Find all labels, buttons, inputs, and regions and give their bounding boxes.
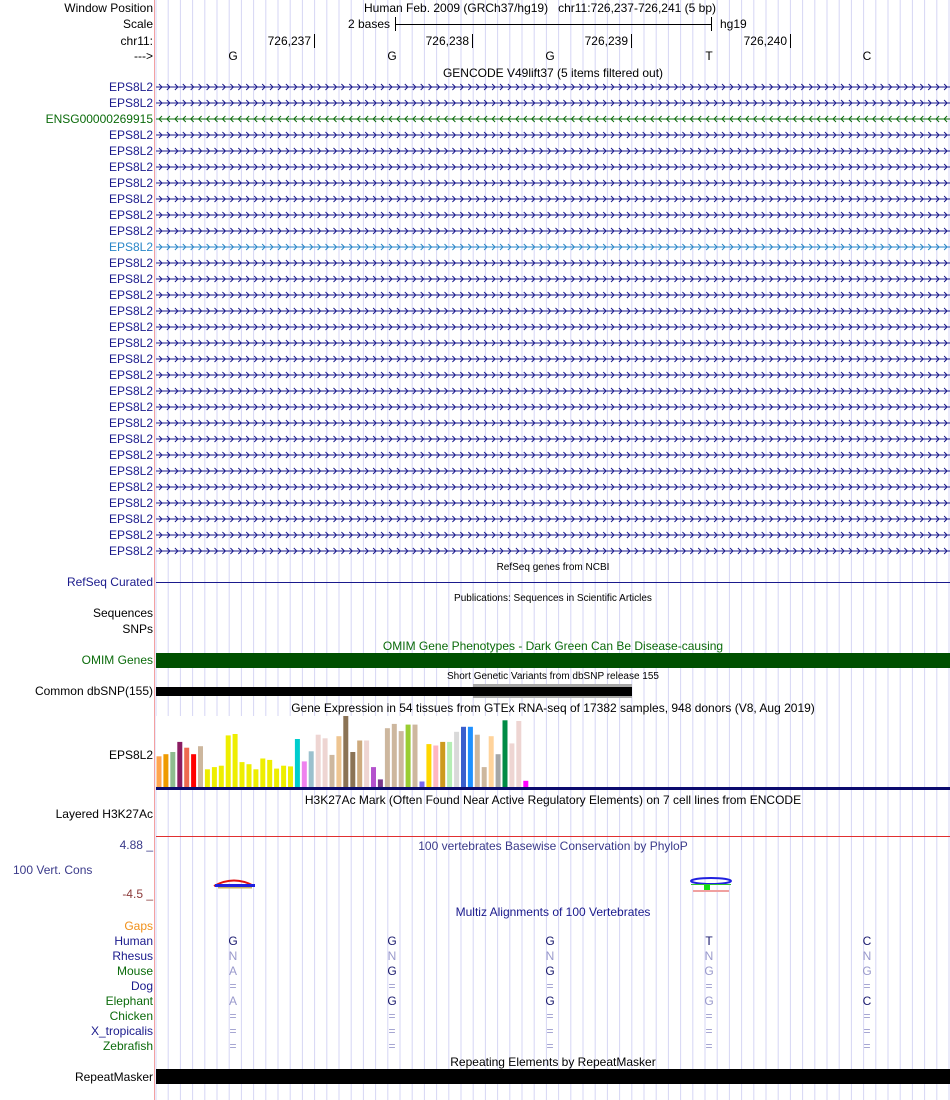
strand-arrow — [156, 436, 950, 442]
aligned-base: G — [704, 964, 714, 978]
aligned-base: = — [229, 1009, 237, 1023]
gene-track-row[interactable] — [156, 531, 950, 539]
gtex-tissue-bar[interactable] — [489, 736, 494, 788]
strand-arrow — [156, 484, 950, 490]
gtex-tissue-bar[interactable] — [385, 728, 390, 788]
aligned-base: = — [863, 1009, 871, 1023]
aligned-base: = — [863, 1024, 871, 1038]
gtex-tissue-bar[interactable] — [323, 738, 328, 788]
gtex-tissue-bar[interactable] — [357, 741, 362, 789]
gene-label[interactable]: EPS8L2 — [108, 80, 153, 94]
strand-arrow — [156, 260, 950, 266]
aligned-base: = — [388, 979, 396, 993]
aligned-base: = — [546, 1039, 554, 1053]
strand-arrow — [156, 308, 950, 314]
gene-label[interactable]: EPS8L2 — [108, 512, 153, 526]
gene-track-row[interactable] — [156, 371, 950, 379]
gtex-tissue-bar[interactable] — [475, 735, 480, 788]
phylop-max: 4.88 _ — [119, 838, 153, 852]
aligned-base: G — [545, 934, 555, 948]
scale-label: Scale — [122, 17, 153, 31]
gtex-tissue-bar[interactable] — [406, 725, 411, 788]
publications-label-sequences[interactable]: Sequences — [92, 606, 153, 620]
gene-label[interactable]: EPS8L2 — [108, 432, 153, 446]
gene-track-row[interactable] — [156, 99, 950, 107]
omim-title: OMIM Gene Phenotypes - Dark Green Can Be Disease-causing — [382, 639, 724, 653]
gtex-tissue-bar[interactable] — [253, 769, 258, 788]
gene-track-row[interactable] — [156, 435, 950, 443]
aligned-base: N — [704, 949, 714, 963]
position-tick — [314, 34, 315, 48]
strand-arrow — [156, 452, 950, 458]
gtex-tissue-bar[interactable] — [440, 742, 445, 788]
gtex-tissue-bar[interactable] — [468, 727, 473, 788]
multiz-title: Multiz Alignments of 100 Vertebrates — [455, 905, 651, 919]
strand-arrow — [156, 372, 950, 378]
reference-base: T — [705, 49, 713, 63]
gtex-tissue-bar[interactable] — [233, 734, 238, 788]
aligned-base: = — [863, 1039, 871, 1053]
label-divider — [154, 0, 155, 1100]
strand-arrow — [156, 100, 950, 106]
gene-label[interactable]: EPS8L2 — [108, 496, 153, 510]
gene-track-row[interactable] — [156, 515, 950, 523]
position-tick — [631, 34, 632, 48]
dbsnp-variant-bar[interactable] — [156, 687, 632, 696]
strand-arrow — [156, 404, 950, 410]
gene-label[interactable]: EPS8L2 — [108, 448, 153, 462]
gtex-tissue-bar[interactable] — [426, 744, 431, 788]
gtex-tissue-bar[interactable] — [399, 731, 404, 788]
gene-label[interactable]: EPS8L2 — [108, 384, 153, 398]
gencode-title: GENCODE V49lift37 (5 items filtered out) — [442, 66, 664, 80]
aligned-base: N — [228, 949, 238, 963]
position-tick-label: 726,238 — [425, 34, 469, 48]
repeatmasker-title: Repeating Elements by RepeatMasker — [450, 1055, 656, 1069]
gtex-tissue-bar[interactable] — [157, 756, 162, 788]
strand-arrow — [156, 468, 950, 474]
gene-track-row[interactable] — [156, 243, 950, 251]
strand-label: ---> — [134, 49, 153, 63]
reference-base: G — [545, 49, 555, 63]
aligned-base: N — [545, 949, 555, 963]
aligned-base: G — [387, 964, 397, 978]
position-tick — [472, 34, 473, 48]
assembly-label: hg19 — [720, 17, 747, 31]
aligned-base: G — [862, 964, 872, 978]
gene-label[interactable]: EPS8L2 — [108, 480, 153, 494]
h3k27ac-label[interactable]: Layered H3K27Ac — [55, 807, 153, 821]
gene-track-row[interactable] — [156, 483, 950, 491]
omim-gene-bar[interactable] — [156, 653, 950, 668]
gene-label[interactable]: EPS8L2 — [108, 128, 153, 142]
strand-arrow — [156, 180, 950, 186]
gene-track-row[interactable] — [156, 227, 950, 235]
strand-arrow — [156, 132, 950, 138]
gtex-tissue-bar[interactable] — [267, 760, 272, 788]
reference-base: C — [862, 49, 872, 63]
strand-arrow — [156, 548, 950, 554]
aligned-base: = — [388, 1024, 396, 1038]
strand-arrow — [156, 532, 950, 538]
gene-label[interactable]: EPS8L2 — [108, 528, 153, 542]
window-position-label: Window Position — [64, 1, 153, 15]
strand-arrow — [156, 420, 950, 426]
gtex-tissue-bar[interactable] — [503, 720, 508, 788]
publications-label-snps[interactable]: SNPs — [122, 622, 153, 636]
refseq-gene-line[interactable] — [156, 582, 950, 583]
gtex-tissue-bar[interactable] — [170, 752, 175, 788]
h3k27ac-title: H3K27Ac Mark (Often Found Near Active Regulatory Elements) on 7 cell lines from ENCODE — [304, 793, 802, 807]
gene-track-row[interactable] — [156, 291, 950, 299]
gene-label[interactable]: EPS8L2 — [108, 304, 153, 318]
gene-track-row[interactable] — [156, 195, 950, 203]
gene-track-row[interactable] — [156, 163, 950, 171]
reference-base: G — [387, 49, 397, 63]
aligned-base: G — [545, 994, 555, 1008]
publications-title: Publications: Sequences in Scientific Articles — [454, 593, 652, 604]
strand-arrow — [156, 228, 950, 234]
gtex-tissue-bar[interactable] — [281, 766, 286, 788]
strand-arrow — [156, 292, 950, 298]
gtex-chart[interactable] — [156, 716, 536, 788]
refseq-label[interactable]: RefSeq Curated — [66, 575, 153, 589]
gene-label[interactable]: EPS8L2 — [108, 416, 153, 430]
strand-arrow — [156, 196, 950, 202]
gtex-tissue-bar[interactable] — [454, 732, 459, 788]
omim-label[interactable]: OMIM Genes — [81, 653, 153, 667]
gtex-tissue-bar[interactable] — [316, 735, 321, 788]
gtex-tissue-bar[interactable] — [309, 751, 314, 788]
gtex-tissue-bar[interactable] — [240, 762, 245, 788]
aligned-base: G — [228, 934, 238, 948]
gtex-tissue-bar[interactable] — [226, 735, 231, 788]
species-label[interactable]: Dog — [130, 979, 153, 993]
gtex-tissue-bar[interactable] — [247, 764, 252, 788]
strand-arrow — [156, 340, 950, 346]
aligned-base: A — [228, 964, 237, 978]
aligned-base: = — [705, 1009, 713, 1023]
gene-track-row[interactable] — [156, 179, 950, 187]
gene-label[interactable]: EPS8L2 — [108, 288, 153, 302]
position-tick-label: 726,237 — [267, 34, 311, 48]
species-label[interactable]: Human — [114, 934, 153, 948]
gene-label[interactable]: EPS8L2 — [108, 336, 153, 350]
strand-arrow — [156, 148, 950, 154]
gtex-tissue-bar[interactable] — [461, 727, 466, 788]
phylop-glyph-a — [212, 877, 258, 889]
gtex-tissue-bar[interactable] — [212, 767, 217, 788]
gene-label[interactable]: EPS8L2 — [108, 144, 153, 158]
aligned-base: C — [862, 994, 872, 1008]
gtex-tissue-bar[interactable] — [191, 754, 196, 788]
gtex-tissue-bar[interactable] — [392, 724, 397, 788]
gene-label[interactable]: EPS8L2 — [108, 224, 153, 238]
species-label[interactable]: Rhesus — [112, 949, 153, 963]
gtex-tissue-bar[interactable] — [274, 769, 279, 788]
gene-label[interactable]: EPS8L2 — [108, 160, 153, 174]
gtex-tissue-bar[interactable] — [433, 746, 438, 789]
gene-label[interactable]: EPS8L2 — [108, 464, 153, 478]
gene-track-row[interactable] — [156, 147, 950, 155]
gene-label[interactable]: EPS8L2 — [108, 256, 153, 270]
gene-label[interactable]: EPS8L2 — [108, 208, 153, 222]
gene-label[interactable]: EPS8L2 — [108, 192, 153, 206]
phylop-title: 100 vertebrates Basewise Conservation by PhyloP — [418, 839, 688, 853]
repeatmasker-label[interactable]: RepeatMasker — [74, 1070, 153, 1084]
gene-track-row[interactable] — [156, 387, 950, 395]
position-tick — [790, 34, 791, 48]
gene-track-row[interactable] — [156, 547, 950, 555]
gene-track-row[interactable] — [156, 419, 950, 427]
aligned-base: = — [705, 1039, 713, 1053]
gtex-tissue-bar[interactable] — [302, 761, 307, 788]
strand-arrow — [156, 164, 950, 170]
gtex-tissue-bar[interactable] — [364, 741, 369, 789]
aligned-base: T — [705, 934, 713, 948]
reference-base: G — [228, 49, 238, 63]
scale-bar — [396, 24, 711, 25]
aligned-base: G — [704, 994, 714, 1008]
gtex-tissue-bar[interactable] — [330, 755, 335, 788]
gene-track-row[interactable] — [156, 467, 950, 475]
aligned-base: = — [705, 979, 713, 993]
gene-track-row[interactable] — [156, 323, 950, 331]
phylop-glyph-t — [689, 877, 735, 895]
species-label[interactable]: Mouse — [116, 964, 153, 978]
gtex-tissue-bar[interactable] — [350, 752, 355, 788]
gene-label[interactable]: EPS8L2 — [108, 176, 153, 190]
gtex-tissue-bar[interactable] — [198, 746, 203, 788]
strand-arrow — [156, 500, 950, 506]
aligned-base: G — [387, 934, 397, 948]
gene-track-row[interactable] — [156, 355, 950, 363]
gene-track-row[interactable] — [156, 83, 950, 91]
gene-track-row[interactable] — [156, 499, 950, 507]
gtex-tissue-bar[interactable] — [496, 754, 501, 788]
h3k27ac-signal-line — [156, 836, 950, 837]
aligned-base: = — [546, 1024, 554, 1038]
gtex-tissue-bar[interactable] — [288, 766, 293, 788]
gaps-label[interactable]: Gaps — [124, 919, 153, 933]
aligned-base: = — [229, 1024, 237, 1038]
gtex-tissue-bar[interactable] — [371, 767, 376, 788]
strand-arrow — [156, 276, 950, 282]
gene-track-row[interactable] — [156, 211, 950, 219]
gene-track-row[interactable] — [156, 307, 950, 315]
dbsnp-label[interactable]: Common dbSNP(155) — [34, 684, 153, 698]
gtex-tissue-bar[interactable] — [163, 754, 168, 788]
gene-track-row[interactable] — [156, 403, 950, 411]
gtex-title: Gene Expression in 54 tissues from GTEx RNA-seq of 17382 samples, 948 donors (V8, Aug 2019) — [291, 701, 815, 715]
aligned-base: G — [545, 964, 555, 978]
position-title: Human Feb. 2009 (GRCh37/hg19) chr11:726,237-726,241 (5 bp) — [364, 1, 716, 15]
gtex-tissue-bar[interactable] — [184, 748, 189, 788]
gene-label[interactable]: EPS8L2 — [108, 240, 153, 254]
gene-label[interactable]: EPS8L2 — [108, 368, 153, 382]
strand-arrow — [156, 388, 950, 394]
aligned-base: N — [862, 949, 872, 963]
aligned-base: A — [228, 994, 237, 1008]
position-tick-label: 726,240 — [743, 34, 787, 48]
aligned-base: = — [546, 1009, 554, 1023]
refseq-title: RefSeq genes from NCBI — [496, 562, 610, 573]
gtex-tissue-bar[interactable] — [260, 759, 265, 789]
gtex-tissue-bar[interactable] — [205, 769, 210, 788]
phylop-label[interactable]: 100 Vert. Cons — [13, 863, 93, 877]
gtex-tissue-bar[interactable] — [219, 766, 224, 788]
gtex-tissue-bar[interactable] — [336, 736, 341, 788]
gtex-tissue-bar[interactable] — [177, 742, 182, 788]
gene-track-row[interactable] — [156, 131, 950, 139]
scale-text: 2 bases — [347, 17, 390, 31]
strand-arrow — [156, 84, 950, 90]
gtex-tissue-bar[interactable] — [447, 742, 452, 788]
dbsnp-title: Short Genetic Variants from dbSNP release 155 — [447, 671, 659, 682]
aligned-base: G — [387, 994, 397, 1008]
strand-arrow — [156, 212, 950, 218]
strand-arrow — [156, 516, 950, 522]
gtex-label[interactable]: EPS8L2 — [108, 748, 153, 762]
gene-label[interactable]: EPS8L2 — [108, 320, 153, 334]
gtex-baseline — [156, 787, 950, 790]
aligned-base: = — [229, 1039, 237, 1053]
aligned-base: = — [388, 1039, 396, 1053]
scale-bar-end — [395, 17, 396, 31]
species-label[interactable]: X_tropicalis — [90, 1024, 153, 1038]
aligned-base: = — [863, 979, 871, 993]
gene-track-row[interactable] — [156, 115, 950, 123]
strand-arrow — [156, 356, 950, 362]
gtex-tissue-bar[interactable] — [509, 743, 514, 788]
position-tick-label: 726,239 — [584, 34, 628, 48]
gtex-tissue-bar[interactable] — [343, 716, 348, 788]
species-label[interactable]: Elephant — [105, 994, 153, 1008]
aligned-base: = — [705, 1024, 713, 1038]
gene-label[interactable]: EPS8L2 — [108, 352, 153, 366]
aligned-base: = — [229, 979, 237, 993]
gtex-tissue-bar[interactable] — [413, 725, 418, 788]
gene-label[interactable]: ENSG00000269915 — [45, 112, 153, 126]
gtex-tissue-bar[interactable] — [295, 739, 300, 788]
gene-label[interactable]: EPS8L2 — [108, 272, 153, 286]
gene-label[interactable]: EPS8L2 — [108, 400, 153, 414]
strand-arrow — [156, 244, 950, 250]
aligned-base: N — [387, 949, 397, 963]
species-label[interactable]: Chicken — [109, 1009, 153, 1023]
species-label[interactable]: Zebrafish — [102, 1039, 153, 1053]
gene-label[interactable]: EPS8L2 — [108, 96, 153, 110]
aligned-base: = — [388, 1009, 396, 1023]
aligned-base: = — [546, 979, 554, 993]
aligned-base: C — [862, 934, 872, 948]
repeatmasker-bar[interactable] — [156, 1069, 950, 1084]
scale-bar-end — [711, 17, 712, 31]
gene-track-row[interactable] — [156, 451, 950, 459]
gtex-tissue-bar[interactable] — [482, 767, 487, 788]
gtex-tissue-bar[interactable] — [516, 721, 521, 788]
strand-arrow — [156, 116, 950, 122]
gene-track-row[interactable] — [156, 339, 950, 347]
gene-track-row[interactable] — [156, 259, 950, 267]
strand-arrow — [156, 324, 950, 330]
chrom-label: chr11: — [120, 34, 153, 48]
gene-label[interactable]: EPS8L2 — [108, 544, 153, 558]
gene-track-row[interactable] — [156, 275, 950, 283]
phylop-min: -4.5 _ — [122, 887, 153, 901]
